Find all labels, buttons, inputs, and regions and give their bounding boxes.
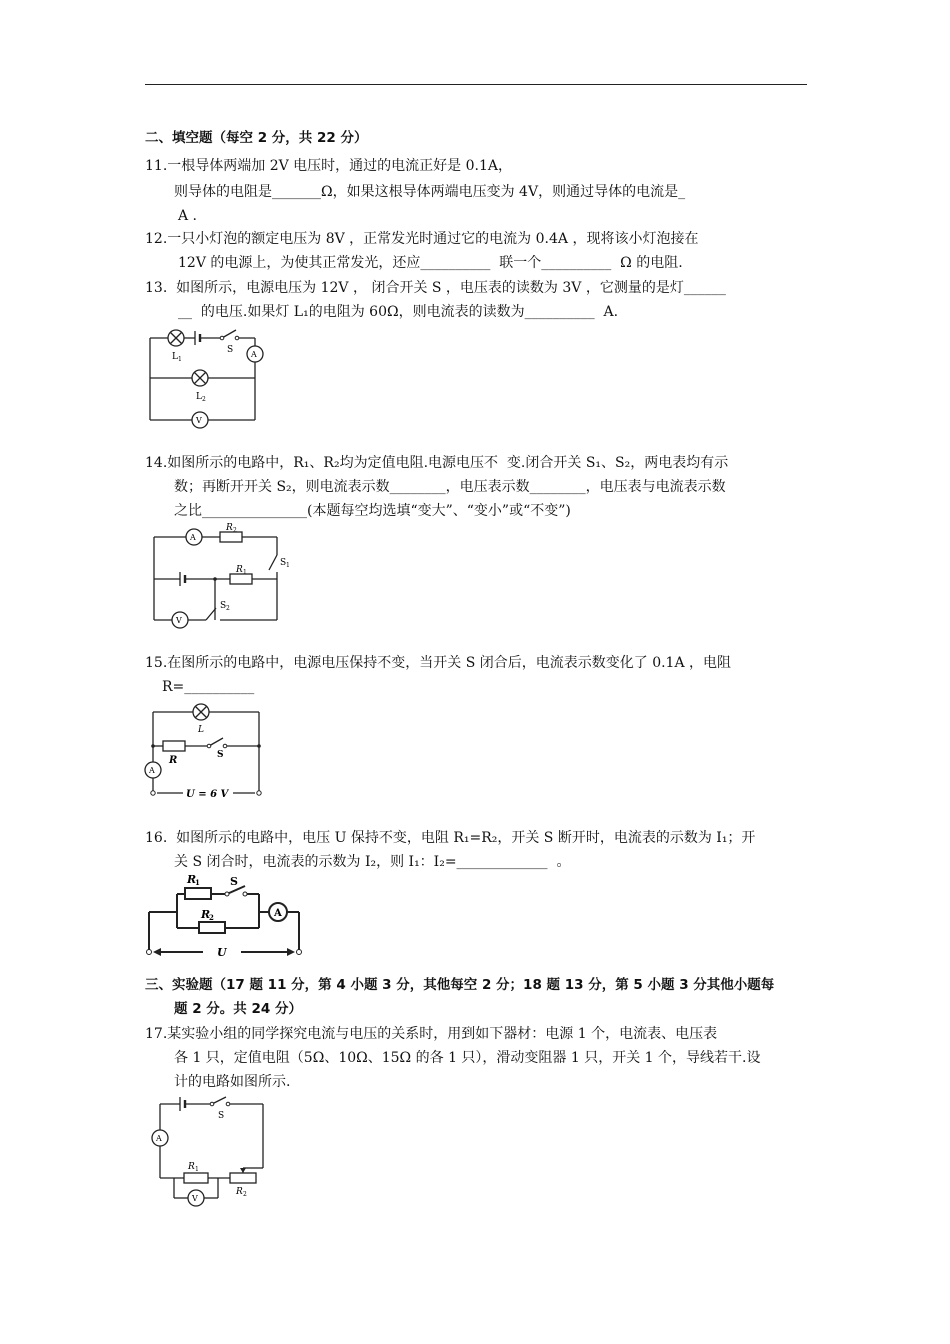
- label-r: R: [169, 755, 178, 766]
- label-l2: L: [196, 392, 202, 402]
- q15-line2: R=__________: [162, 679, 255, 695]
- section-title-experiment-line1: 三、实验题（17 题 11 分，第 4 小题 3 分，其他每空 2 分；18 题 13 分，第 5 小题 3 分其他小题每: [145, 977, 775, 993]
- label-s: S: [230, 875, 238, 888]
- q11-line3: A .: [178, 208, 198, 224]
- label-r1-sub: 1: [195, 878, 200, 887]
- label-s: S: [218, 1111, 225, 1121]
- label-r2: R: [236, 1187, 243, 1197]
- label-l1: L: [172, 352, 178, 362]
- q14-line3: 之比_______________(本题每空均选填“变大”、“变小”或“不变”): [174, 503, 571, 519]
- q14-circuit-diagram: [146, 520, 290, 638]
- label-a: A: [274, 908, 282, 919]
- lamp-l1-icon: [168, 330, 184, 346]
- q13-line2: __ 的电压.如果灯 L₁的电阻为 60Ω，则电流表的读数为__________ A.: [178, 304, 619, 320]
- label-s2-sub: 2: [226, 605, 230, 612]
- label-s1: S: [280, 558, 287, 568]
- label-a: A: [149, 766, 155, 775]
- q12-line2: 12V 的电源上，为使其正常发光，还应__________ 联一个__________ Ω 的电阻.: [178, 255, 683, 271]
- label-l1-sub: 1: [178, 356, 182, 363]
- q15-circuit-diagram: [143, 700, 271, 804]
- label-r1: R: [187, 873, 197, 886]
- label-l: L: [198, 725, 204, 735]
- q13-circuit-diagram: [140, 322, 270, 434]
- label-u: U = 6 V: [186, 789, 229, 800]
- q11-line1: 11.一根导体两端加 2V 电压时，通过的电流正好是 0.1A，: [145, 158, 513, 174]
- label-r1: R: [188, 1162, 195, 1172]
- header-rule: [145, 84, 807, 85]
- label-r2: R: [226, 523, 233, 533]
- lamp-l-icon: [193, 704, 209, 720]
- label-v: V: [192, 1194, 198, 1203]
- q16-circuit-diagram: [141, 870, 305, 964]
- q14-line2: 数；再断开开关 S₂，则电流表示数________，电压表示数________，电压表与电流表示数: [174, 479, 726, 495]
- q16-line2: 关 S 闭合时，电流表的示数为 I₂，则 I₁：I₂=_____________ 。: [174, 854, 571, 870]
- label-a: A: [156, 1134, 162, 1143]
- q14-line1: 14.如图所示的电路中，R₁、R₂均为定值电阻.电源电压不 变.闭合开关 S₁、S₂，两电表均有示: [145, 455, 729, 471]
- label-v: V: [196, 416, 202, 425]
- q13-line1: 13. 如图所示，电源电压为 12V ， 闭合开关 S ，电压表的读数为 3V ，它测量的是灯______: [145, 280, 726, 296]
- label-l2-sub: 2: [202, 396, 206, 403]
- label-r1-sub: 1: [243, 569, 247, 576]
- label-r2-sub: 2: [209, 913, 214, 922]
- q16-line1: 16. 如图所示的电路中，电压 U 保持不变，电阻 R₁=R₂，开关 S 断开时，电流表的示数为 I₁；开: [145, 830, 756, 846]
- section-title-experiment-line2: 题 2 分。共 24 分）: [174, 1001, 302, 1017]
- label-r1: R: [236, 565, 243, 575]
- q17-line2: 各 1 只，定值电阻（5Ω、10Ω、15Ω 的各 1 只），滑动变阻器 1 只，开关 1 个，导线若干.设: [174, 1050, 761, 1066]
- label-r2-sub: 2: [243, 1191, 247, 1198]
- q17-line1: 17.某实验小组的同学探究电流与电压的关系时，用到如下器材：电源 1 个，电流表、电压表: [145, 1026, 718, 1042]
- label-r2-sub: 2: [233, 527, 237, 534]
- label-a: A: [190, 533, 196, 542]
- label-a: A: [251, 350, 257, 359]
- q12-line1: 12.一只小灯泡的额定电压为 8V ，正常发光时通过它的电流为 0.4A ，现将该小灯泡接在: [145, 231, 699, 247]
- q17-circuit-diagram: [148, 1094, 272, 1220]
- section-title-fill-in: 二、填空题（每空 2 分，共 22 分）: [145, 130, 368, 146]
- q17-line3: 计的电路如图所示.: [174, 1074, 291, 1090]
- label-s1-sub: 1: [286, 562, 290, 569]
- label-r2: R: [201, 908, 211, 921]
- q15-line1: 15.在图所示的电路中，电源电压保持不变，当开关 S 闭合后，电流表示数变化了 0.1A ，电阻: [145, 655, 732, 671]
- label-u: U: [217, 946, 227, 959]
- q11-line2: 则导体的电阻是_______Ω，如果这根导体两端电压变为 4V，则通过导体的电流是_: [174, 184, 686, 200]
- label-s: S: [227, 345, 234, 355]
- label-v: V: [176, 616, 182, 625]
- lamp-l2-icon: [192, 370, 208, 386]
- label-r1-sub: 1: [195, 1166, 199, 1173]
- label-s: S: [217, 750, 224, 760]
- label-s2: S: [220, 601, 227, 611]
